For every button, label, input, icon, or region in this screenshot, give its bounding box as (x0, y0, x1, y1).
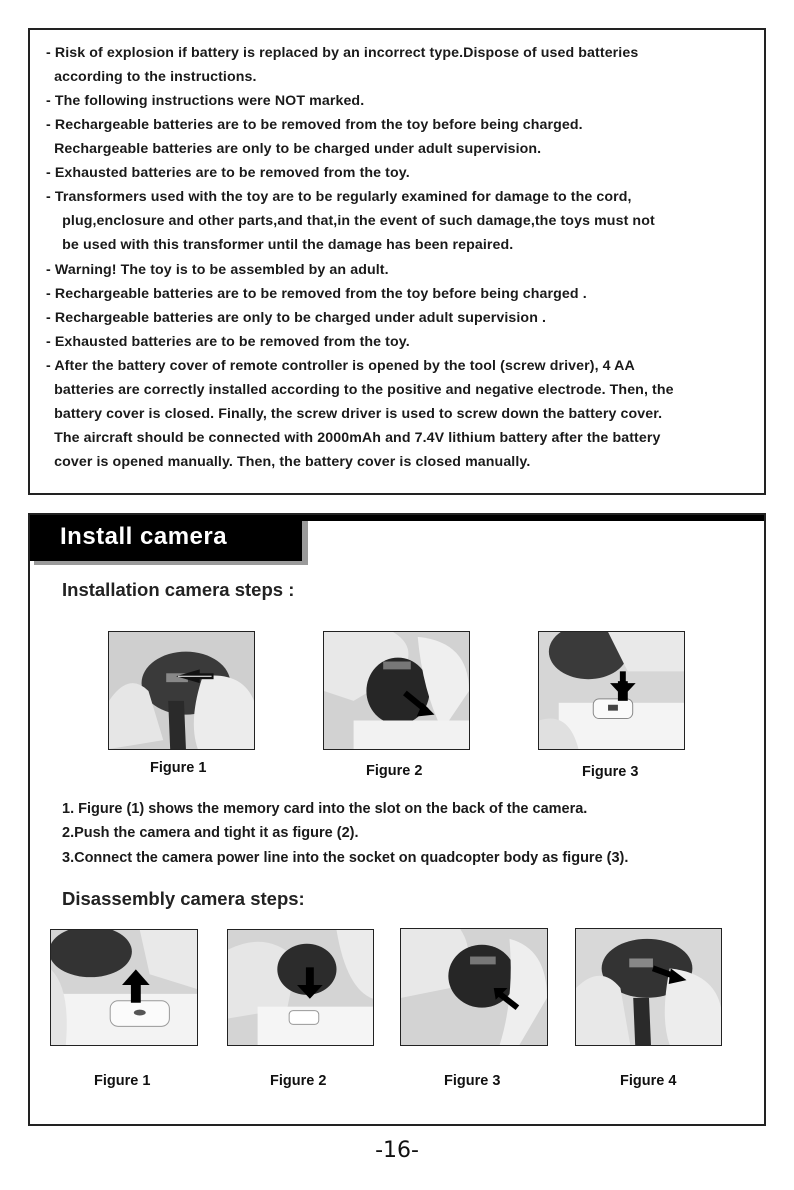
installation-heading: Installation camera steps : (62, 579, 295, 600)
warning-line: - Rechargeable batteries are to be removed from the toy before being charged . (46, 286, 587, 302)
warning-line: The aircraft should be connected with 2000mAh and 7.4V lithium battery after the battery (46, 430, 661, 446)
section-title: Install camera (60, 523, 228, 550)
step-line: 3.Connect the camera power line into the socket on quadcopter body as figure (3). (62, 850, 629, 866)
warning-line: - Risk of explosion if battery is replaced by an incorrect type.Dispose of used batteries (46, 45, 639, 61)
step-line: 1. Figure (1) shows the memory card into the slot on the back of the camera. (62, 801, 588, 817)
install-figure-1-label: Figure 1 (150, 760, 207, 776)
warning-line: batteries are correctly installed according to the positive and negative electrode. Then, the (46, 382, 674, 398)
warning-line: - Rechargeable batteries are to be removed from the toy before being charged. (46, 117, 583, 133)
warning-line: - Exhausted batteries are to be removed from the toy. (46, 334, 410, 350)
step-line: 2.Push the camera and tight it as figure (2). (62, 825, 359, 841)
disassembly-figure-4-label: Figure 4 (620, 1073, 677, 1089)
disassembly-photo-2 (227, 929, 374, 1046)
warning-line: plug,enclosure and other parts,and that,in the event of such damage,the toys must not (46, 213, 655, 229)
warning-line: - After the battery cover of remote controller is opened by the tool (screw driver), 4 AA (46, 358, 635, 374)
warning-line: - Transformers used with the toy are to be regularly examined for damage to the cord, (46, 189, 632, 205)
disassembly-figure-3-label: Figure 3 (444, 1073, 501, 1089)
disassembly-figure-1-label: Figure 1 (94, 1073, 151, 1089)
page-number: -16- (375, 1138, 419, 1163)
install-photo-2 (323, 631, 470, 750)
disassembly-photo-4 (575, 928, 722, 1046)
warning-line: - Warning! The toy is to be assembled by an adult. (46, 262, 389, 278)
warning-line: cover is opened manually. Then, the battery cover is closed manually. (46, 454, 531, 470)
disassembly-heading: Disassembly camera steps: (62, 888, 305, 909)
warning-line: be used with this transformer until the damage has been repaired. (46, 237, 514, 253)
disassembly-photo-3 (400, 928, 548, 1046)
warning-line: - The following instructions were NOT marked. (46, 93, 365, 109)
warning-line: - Exhausted batteries are to be removed from the toy. (46, 165, 410, 181)
disassembly-figure-2-label: Figure 2 (270, 1073, 327, 1089)
install-figure-3-label: Figure 3 (582, 764, 639, 780)
install-photo-1 (108, 631, 255, 750)
install-photo-3 (538, 631, 685, 750)
warning-line: battery cover is closed. Finally, the screw driver is used to screw down the battery cover. (46, 406, 663, 422)
install-figure-2-label: Figure 2 (366, 763, 423, 779)
disassembly-photo-1 (50, 929, 198, 1046)
warning-line: Rechargeable batteries are only to be charged under adult supervision. (46, 141, 542, 157)
warning-line: - Rechargeable batteries are only to be charged under adult supervision . (46, 310, 547, 326)
warning-line: according to the instructions. (46, 69, 257, 85)
